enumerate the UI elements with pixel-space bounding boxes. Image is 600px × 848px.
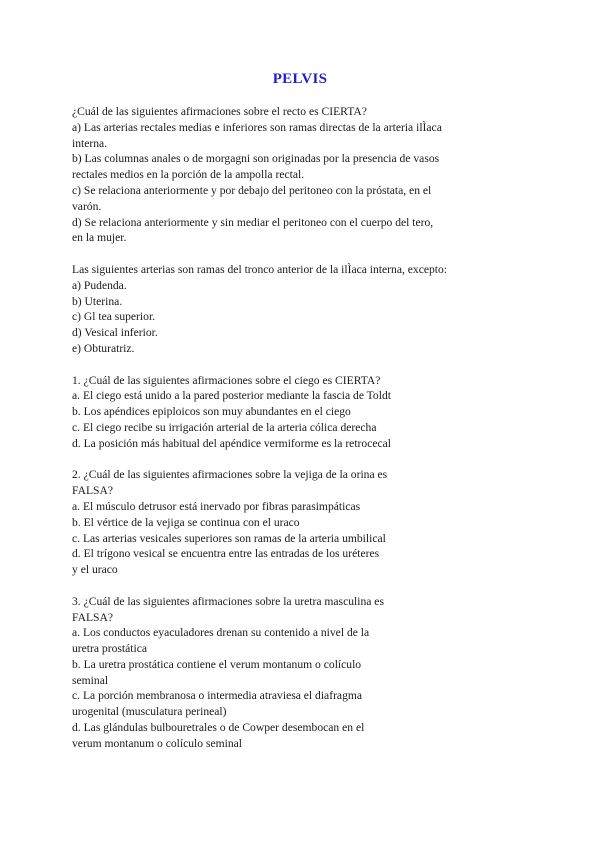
text-line: b. El vértice de la vejiga se continua con el uraco — [72, 515, 300, 529]
text-line: d) Se relaciona anteriormente y sin mediar el peritoneo con el cuerpo del tero, — [72, 215, 434, 229]
block-spacer — [72, 246, 552, 262]
text-line: c) Se relaciona anteriormente y por debajo del peritoneo con la próstata, en el — [72, 183, 432, 197]
block-spacer — [72, 452, 552, 468]
text-line: FALSA? — [72, 484, 114, 498]
question-text: ¿Cuál de las siguientes afirmaciones sobre el recto es CIERTA? — [72, 105, 367, 118]
question-text: 3. ¿Cuál de las siguientes afirmaciones sobre la uretra masculina es — [72, 594, 384, 608]
text-line: interna. — [72, 136, 108, 150]
text-line: FALSA? — [72, 610, 114, 624]
block-spacer — [72, 578, 552, 594]
question-block — [72, 373, 552, 452]
question-text: Las siguientes arterias son ramas del tronco anterior de la ilÌaca interna, excepto: — [72, 262, 448, 276]
question-block — [72, 594, 552, 752]
text-line: d. La posición más habitual del apéndice vermiforme es la retrocecal — [72, 436, 392, 450]
text-line: b) Las columnas anales o de morgagni son originadas por la presencia de vasos — [72, 152, 440, 166]
text-line: a) Pudenda. — [72, 278, 127, 292]
text-line: varón. — [72, 199, 102, 213]
question-block — [72, 262, 552, 357]
text-line: d. Las glándulas bulbouretrales o de Cowper desembocan en el — [72, 721, 365, 735]
block-spacer — [72, 357, 552, 373]
question-text: 2. ¿Cuál de las siguientes afirmaciones sobre la vejiga de la orina es — [72, 468, 388, 482]
text-line: uretra prostática — [72, 642, 147, 656]
text-line: c. El ciego recibe su irrigación arterial de la arteria cólica derecha — [72, 420, 377, 434]
text-line: verum montanum o colículo seminal — [72, 736, 243, 750]
text-line: a. El ciego está unido a la pared posterior mediante la fascia de Toldt — [72, 389, 391, 403]
question-block — [72, 104, 552, 246]
text-line: en la mujer. — [72, 231, 127, 245]
text-line: d. El trígono vesical se encuentra entre las entradas de los uréteres — [72, 547, 380, 561]
text-line: a) Las arterias rectales medias e inferiores son ramas directas de la arteria ilÌaca — [72, 120, 442, 134]
text-line: d) Vesical inferior. — [72, 326, 158, 340]
text-line: rectales medios en la porción de la ampolla rectal. — [72, 168, 305, 182]
text-line: urogenital (musculatura perineal) — [72, 705, 227, 719]
text-line: c. La porción membranosa o intermedia atraviesa el diafragma — [72, 689, 363, 703]
page-title: PELVIS — [272, 71, 328, 87]
text-line: seminal — [72, 673, 109, 687]
question-block — [72, 467, 552, 578]
text-line: a. Los conductos eyaculadores drenan su contenido a nivel de la — [72, 626, 370, 640]
text-line: c. Las arterias vesicales superiores son ramas de la arteria umbilical — [72, 531, 386, 545]
question-text: 1. ¿Cuál de las siguientes afirmaciones sobre el ciego es CIERTA? — [72, 373, 381, 387]
text-line: b. La uretra prostática contiene el verum montanum o colículo — [72, 657, 362, 671]
text-line: c) Gl tea superior. — [72, 310, 156, 324]
text-line: b) Uterina. — [72, 294, 123, 308]
text-line: y el uraco — [72, 563, 118, 577]
text-line: b. Los apéndices epiploicos son muy abundantes en el ciego — [72, 405, 351, 419]
document-body — [72, 104, 552, 752]
text-line: e) Obturatriz. — [72, 341, 135, 355]
text-line: a. El músculo detrusor está inervado por fibras parasimpáticas — [72, 499, 361, 513]
